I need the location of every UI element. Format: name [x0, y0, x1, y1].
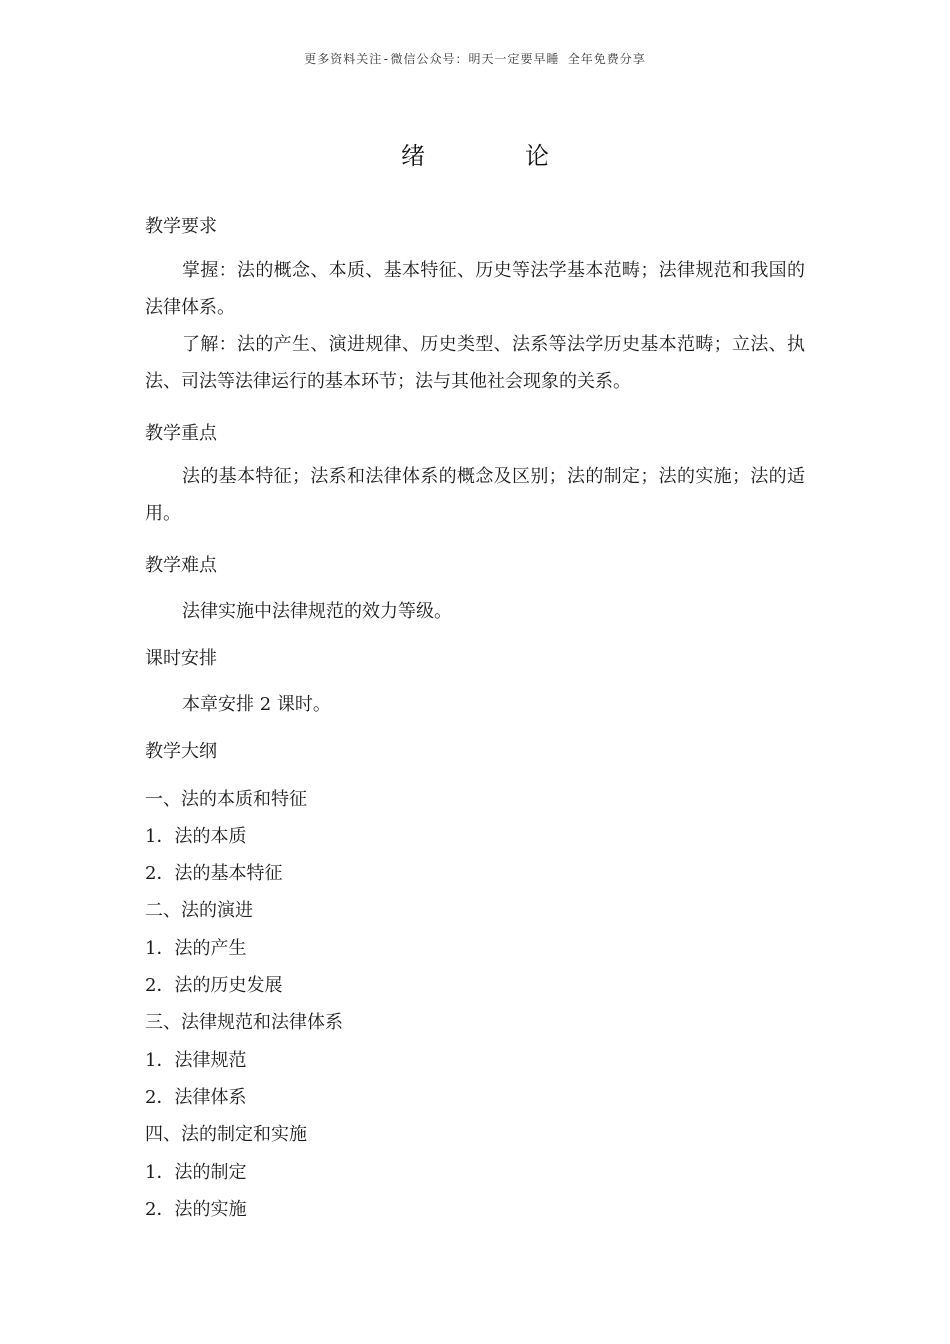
section-heading-outline: 教学大纲 [145, 741, 217, 762]
outline-item: 2．法律体系 [145, 1087, 247, 1108]
outline-item: 2．法的历史发展 [145, 975, 283, 996]
requirements-understand-paragraph: 了解：法的产生、演进规律、历史类型、法系等法学历史基本范畴；立法、执法、司法等法律运行的基本环节；法与其他社会现象的关系。 [145, 334, 805, 392]
outline-item: 二、法的演进 [145, 900, 253, 921]
outline-item: 三、法律规范和法律体系 [145, 1012, 343, 1033]
page-title [0, 136, 950, 171]
outline-item: 2．法的实施 [145, 1199, 247, 1220]
outline-item: 1．法的本质 [145, 826, 247, 847]
outline-item: 1．法的制定 [145, 1162, 247, 1183]
header-note: 更多资料关注-微信公众号：明天一定要早睡 全年免费分享 [304, 52, 646, 66]
page-title-char-1: 绪 [401, 142, 425, 170]
page-title-char-2: 论 [525, 142, 549, 170]
requirements-master-paragraph: 掌握：法的概念、本质、基本特征、历史等法学基本范畴；法律规范和我国的法律体系。 [145, 260, 805, 318]
outline-item: 四、法的制定和实施 [145, 1124, 307, 1145]
section-heading-key-points: 教学重点 [145, 423, 217, 444]
outline-item: 1．法律规范 [145, 1050, 247, 1071]
section-heading-difficulties: 教学难点 [145, 555, 217, 576]
section-heading-schedule: 课时安排 [145, 648, 217, 669]
section-heading-requirements: 教学要求 [145, 216, 217, 237]
schedule-paragraph: 本章安排 2 课时。 [182, 694, 331, 715]
outline-item: 1．法的产生 [145, 938, 247, 959]
outline-item: 一、法的本质和特征 [145, 789, 307, 810]
key-points-paragraph: 法的基本特征；法系和法律体系的概念及区别；法的制定；法的实施；法的适用。 [145, 466, 805, 524]
outline-item: 2．法的基本特征 [145, 863, 283, 884]
difficulties-paragraph: 法律实施中法律规范的效力等级。 [182, 601, 452, 622]
